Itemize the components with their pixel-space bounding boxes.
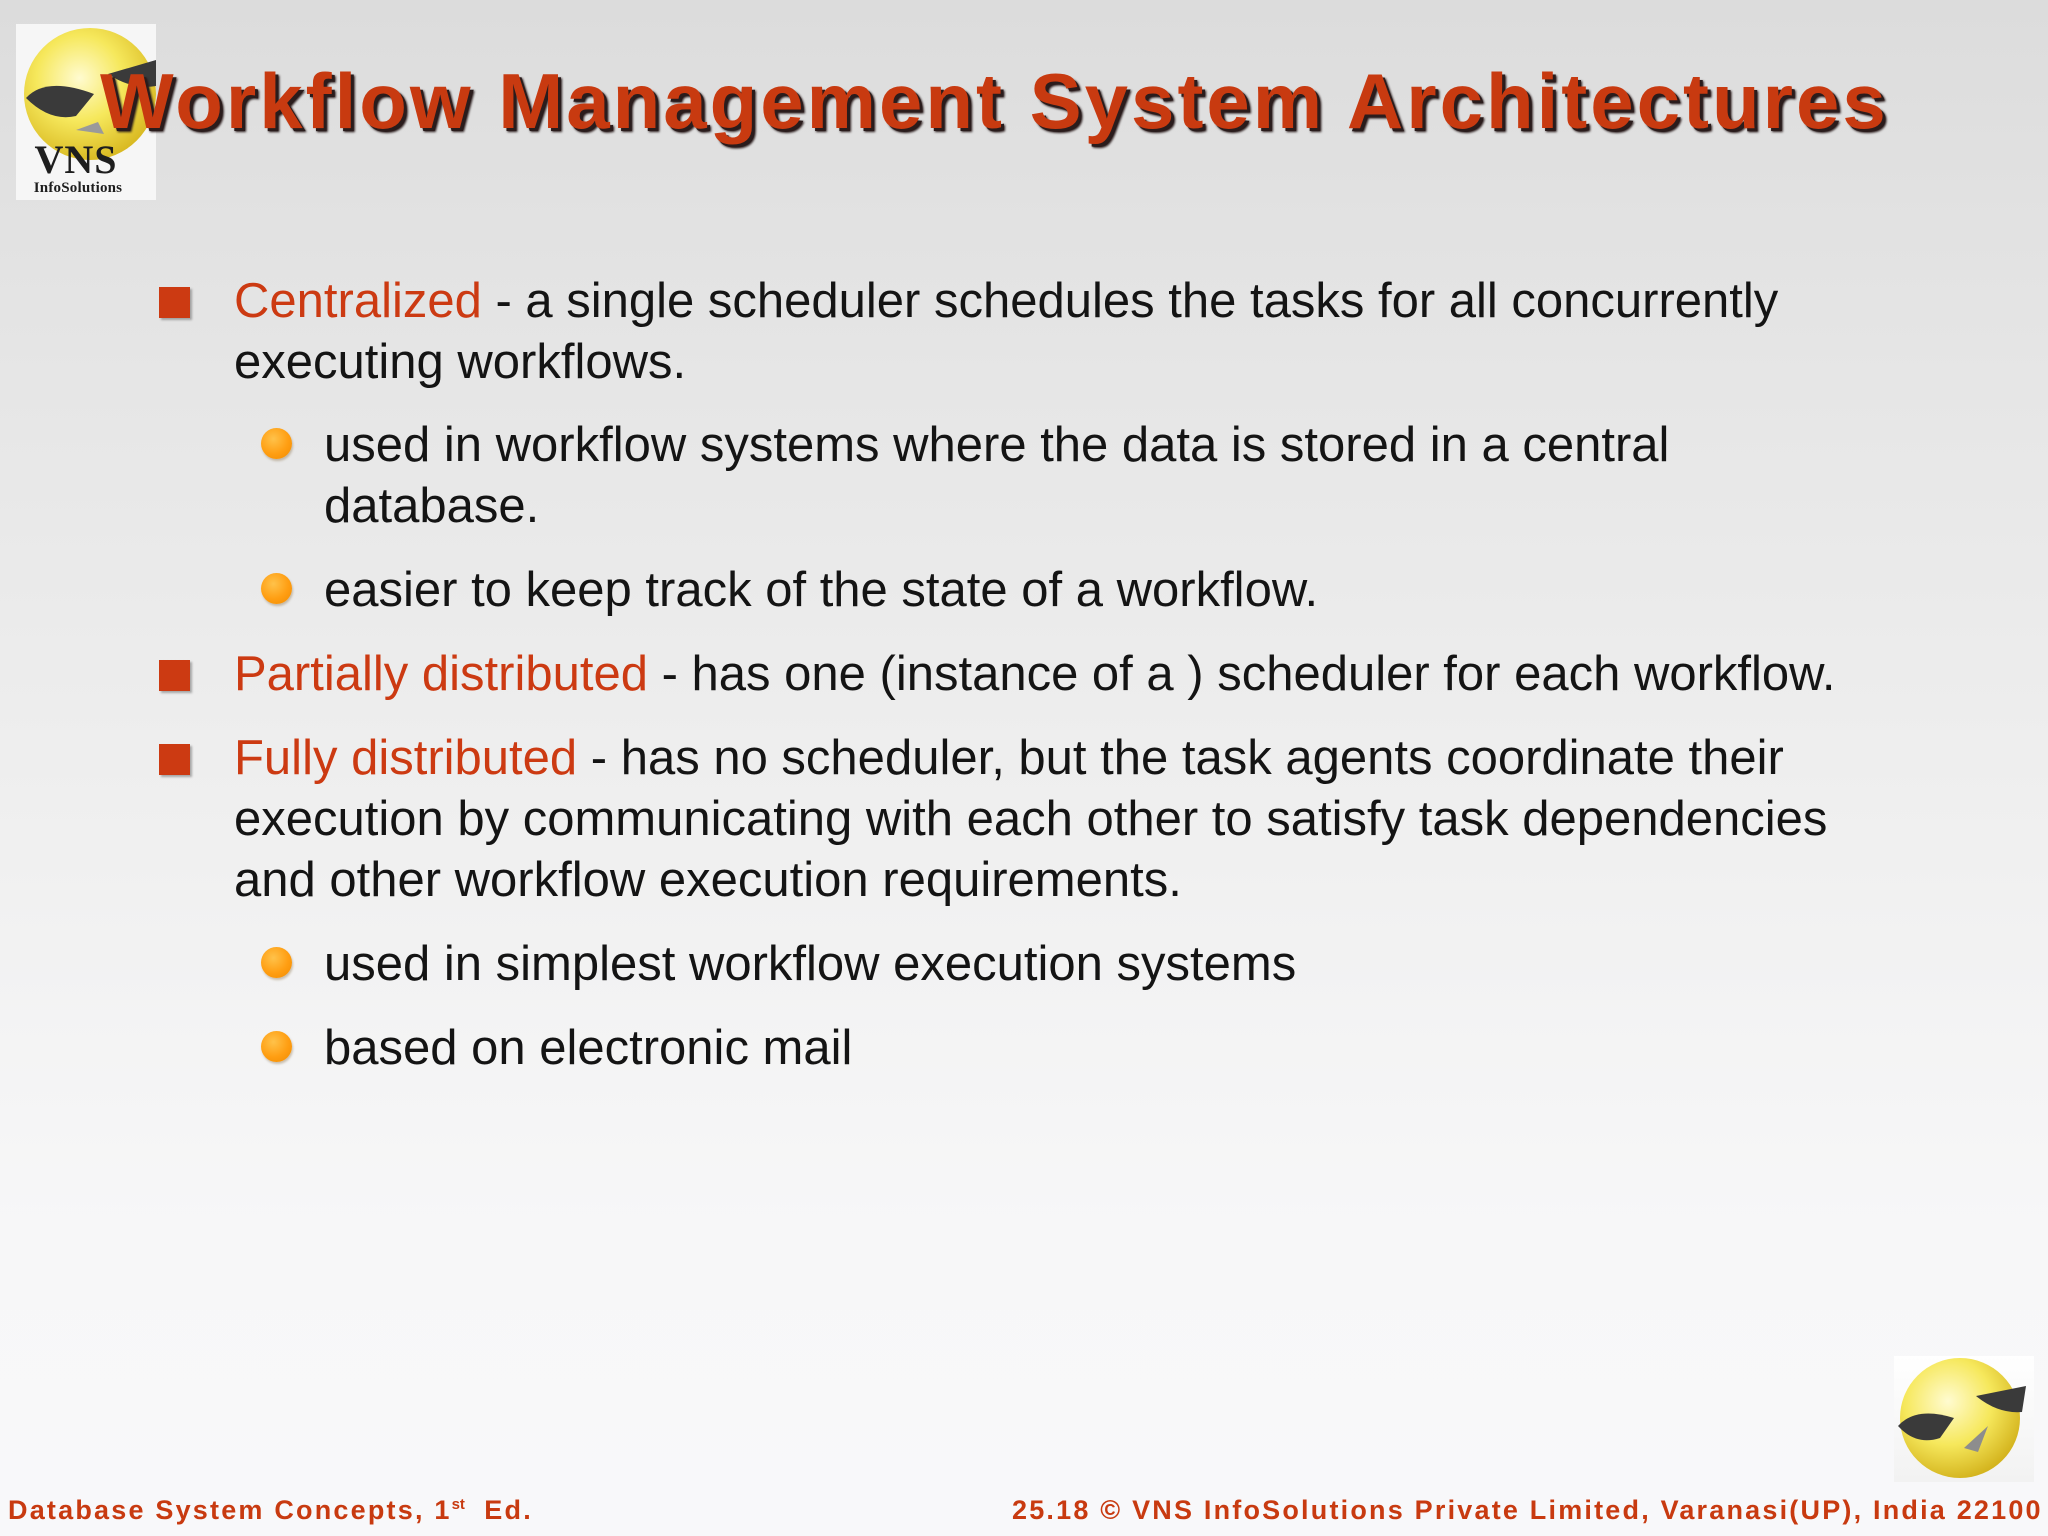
footer-edition-suffix: Ed. [464, 1495, 533, 1525]
logo-emblem-icon [1894, 1356, 2034, 1482]
bullet-text: - a single scheduler schedules the tasks for all concurrently [481, 274, 1779, 328]
footer-book-title [8, 1495, 533, 1526]
sub-bullet-state-tracking [324, 560, 1974, 621]
footer-logo [1894, 1356, 2034, 1482]
bullet-partially-distributed [234, 644, 1974, 705]
sub-bullet-text: used in simplest workflow execution systems [324, 937, 1297, 991]
footer-book-text: Database System Concepts, 1 [8, 1495, 452, 1525]
sub-bullet-simplest-systems [324, 934, 1974, 995]
slide-title: Workflow Management System Architectures [100, 57, 1889, 145]
sub-bullet-text: based on electronic mail [324, 1021, 853, 1075]
square-bullet-icon [159, 744, 190, 775]
footer-copyright: 25.18 © VNS InfoSolutions Private Limited, Varanasi(UP), India 22100 [1012, 1495, 2043, 1525]
bullet-term: Centralized [234, 274, 482, 328]
bullet-text: - has no scheduler, but the task agents coordinate their [577, 731, 1784, 785]
sub-bullet-text: used in workflow systems where the data is stored in a central [324, 418, 1670, 472]
square-bullet-icon [159, 287, 190, 318]
footer-edition-superscript: st [451, 1496, 465, 1513]
logo-brand: VNS [34, 137, 118, 182]
logo-subtitle: InfoSolutions [33, 180, 123, 196]
bullet-text-continued: executing workflows. [234, 335, 687, 389]
circle-bullet-icon [261, 1031, 292, 1062]
circle-bullet-icon [261, 947, 292, 978]
circle-bullet-icon [261, 428, 292, 459]
bullet-centralized [234, 271, 1974, 393]
bullet-text-continued: and other workflow execution requirements. [234, 853, 1182, 907]
bullet-text: - has one (instance of a ) scheduler for each workflow. [647, 647, 1836, 701]
sub-bullet-text: easier to keep track of the state of a workflow. [324, 563, 1319, 617]
sub-bullet-text-continued: database. [324, 479, 540, 533]
bullet-fully-distributed [234, 728, 1974, 911]
circle-bullet-icon [261, 573, 292, 604]
bullet-term: Partially distributed [234, 647, 648, 701]
square-bullet-icon [159, 660, 190, 691]
sub-bullet-central-database [324, 415, 1974, 537]
bullet-term: Fully distributed [234, 731, 578, 785]
bullet-text-continued: execution by communicating with each other to satisfy task dependencies [234, 792, 1828, 846]
sub-bullet-electronic-mail [324, 1018, 1974, 1079]
